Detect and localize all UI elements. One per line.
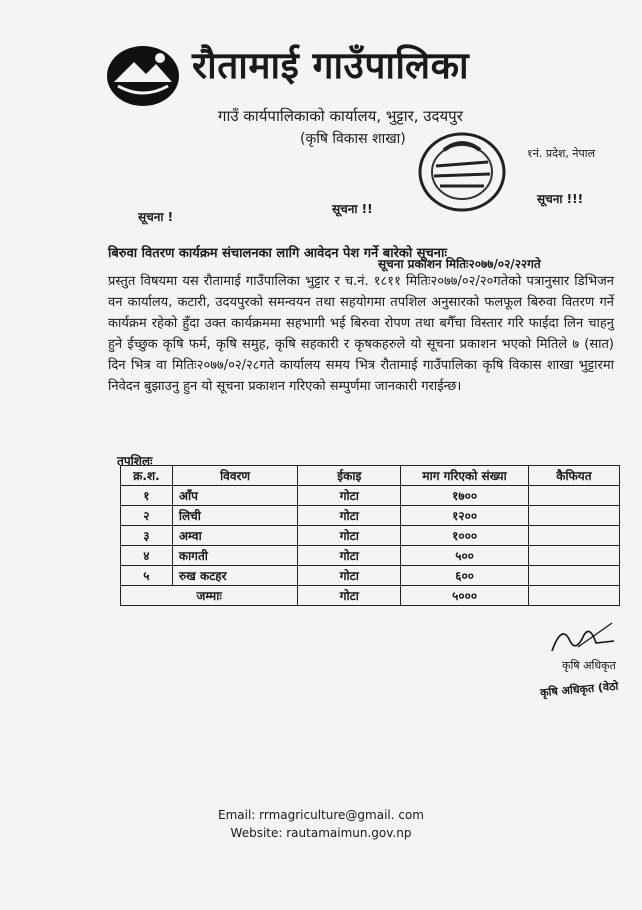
cell-unit: गोटा (298, 566, 401, 586)
table-header-row (121, 466, 620, 486)
total-unit: गोटा (298, 586, 401, 606)
cell-sn: २ (121, 506, 173, 526)
cell-item: रुख कटहर (172, 566, 297, 586)
signature-title: कृषि अधिकृत (562, 659, 616, 672)
cell-remark (528, 486, 619, 506)
cell-remark (528, 566, 619, 586)
branch-name: (कृषि विकास शाखा) (300, 131, 406, 147)
table-total-row (121, 586, 620, 606)
table-row (121, 506, 620, 526)
cell-unit: गोटा (298, 486, 401, 506)
cell-sn: ३ (121, 526, 173, 546)
cell-sn: ५ (121, 566, 173, 586)
notice-body: प्रस्तुत विषयमा यस रौतामाई गाउँपालिका भुट्टार र च.नं. १८११ मितिः२०७७/०२/२०गतेको पत्रानुसार डिभिजन वन कार्यालय, कटारी, उदयपुरको समन्वयन तथा सहयोगमा तपशिल अनुसारको फलफूल बिरुवा वितरण गर्ने कार्यक्रम रहेको हुँदा उक्त कार्यक्रममा सहभागी भई बिरुवा रोपण तथा बगैँचा विस्तार गरि फाईदा लिन चाहनु हुने ईच्छुक कृषि फर्म, कृषि समुह, कृषि सहकारी र कृषकहरुले यो सूचना प्रकाशन भएको मितिले ७ (सात) दिन भित्र वा मितिः२०७७/०२/२८गते कार्यालय समय भित्र रौतामाई गाउँपालिका कृषि विकास शाखा भुट्टारमा निवेदन बुझाउनु हुन यो सूचना प्रकाशन गरिएको सम्पुर्णमा जानकारी गराईन्छ। (108, 274, 614, 394)
province-label: १नं. प्रदेश, नेपाल (527, 147, 596, 160)
cell-sn: १ (121, 486, 173, 506)
header-item: विवरण (172, 466, 297, 486)
cell-qty: १२०० (401, 506, 529, 526)
cell-remark (528, 506, 619, 526)
cell-qty: १७०० (401, 486, 529, 506)
cell-unit: गोटा (298, 506, 401, 526)
cell-item: लिची (172, 506, 297, 526)
signature-icon (548, 617, 618, 657)
cell-item: अम्वा (172, 526, 297, 546)
table-row (121, 546, 620, 566)
total-qty: ५००० (401, 586, 529, 606)
cell-qty: ६०० (401, 566, 529, 586)
footer-website: Website: rautamaimun.gov.np (230, 826, 412, 840)
table-row (121, 486, 620, 506)
cell-item: कागती (172, 546, 297, 566)
cell-sn: ४ (121, 546, 173, 566)
total-label: जम्माः (121, 586, 298, 606)
cell-qty: ५०० (401, 546, 529, 566)
footer-email: Email: rrmagriculture@gmail. com (217, 808, 424, 822)
cell-qty: १००० (401, 526, 529, 546)
notice-label-1: सूचना ! (138, 210, 174, 224)
notice-label-2: सूचना !! (332, 202, 373, 216)
cell-unit: गोटा (298, 546, 401, 566)
cell-item: आँप (172, 486, 297, 506)
header-sn: क्र.श. (121, 466, 173, 486)
header-remark: कैफियत (528, 466, 619, 486)
table-row (121, 526, 620, 546)
cell-remark (528, 546, 619, 566)
header-unit: ईकाइ (298, 466, 401, 486)
office-stamp-icon (414, 128, 510, 216)
demand-table (120, 465, 620, 606)
total-remark (528, 586, 619, 606)
table-row (121, 566, 620, 586)
signature-stamp: कृषि अधिकृत (वेठो (539, 679, 619, 700)
office-address: गाउँ कार्यपालिकाको कार्यालय, भुट्टार, उदयपुर (218, 107, 463, 125)
notice-subject: बिरुवा वितरण कार्यक्रम संचालनका लागि आवेदन पेश गर्ने बारेको सूचनाः (108, 246, 448, 261)
notice-label-3: सूचना !!! (537, 192, 584, 206)
table-label: तपशिलः (117, 454, 153, 468)
municipality-emblem-icon (104, 42, 182, 108)
municipality-title: रौतामाई गाउँपालिका (192, 44, 470, 87)
cell-remark (528, 526, 619, 546)
publication-date: सूचना प्रकाशन मितिः२०७७/०२/२२गते (378, 257, 541, 271)
cell-unit: गोटा (298, 526, 401, 546)
header-qty: माग गरिएको संख्या (401, 466, 529, 486)
